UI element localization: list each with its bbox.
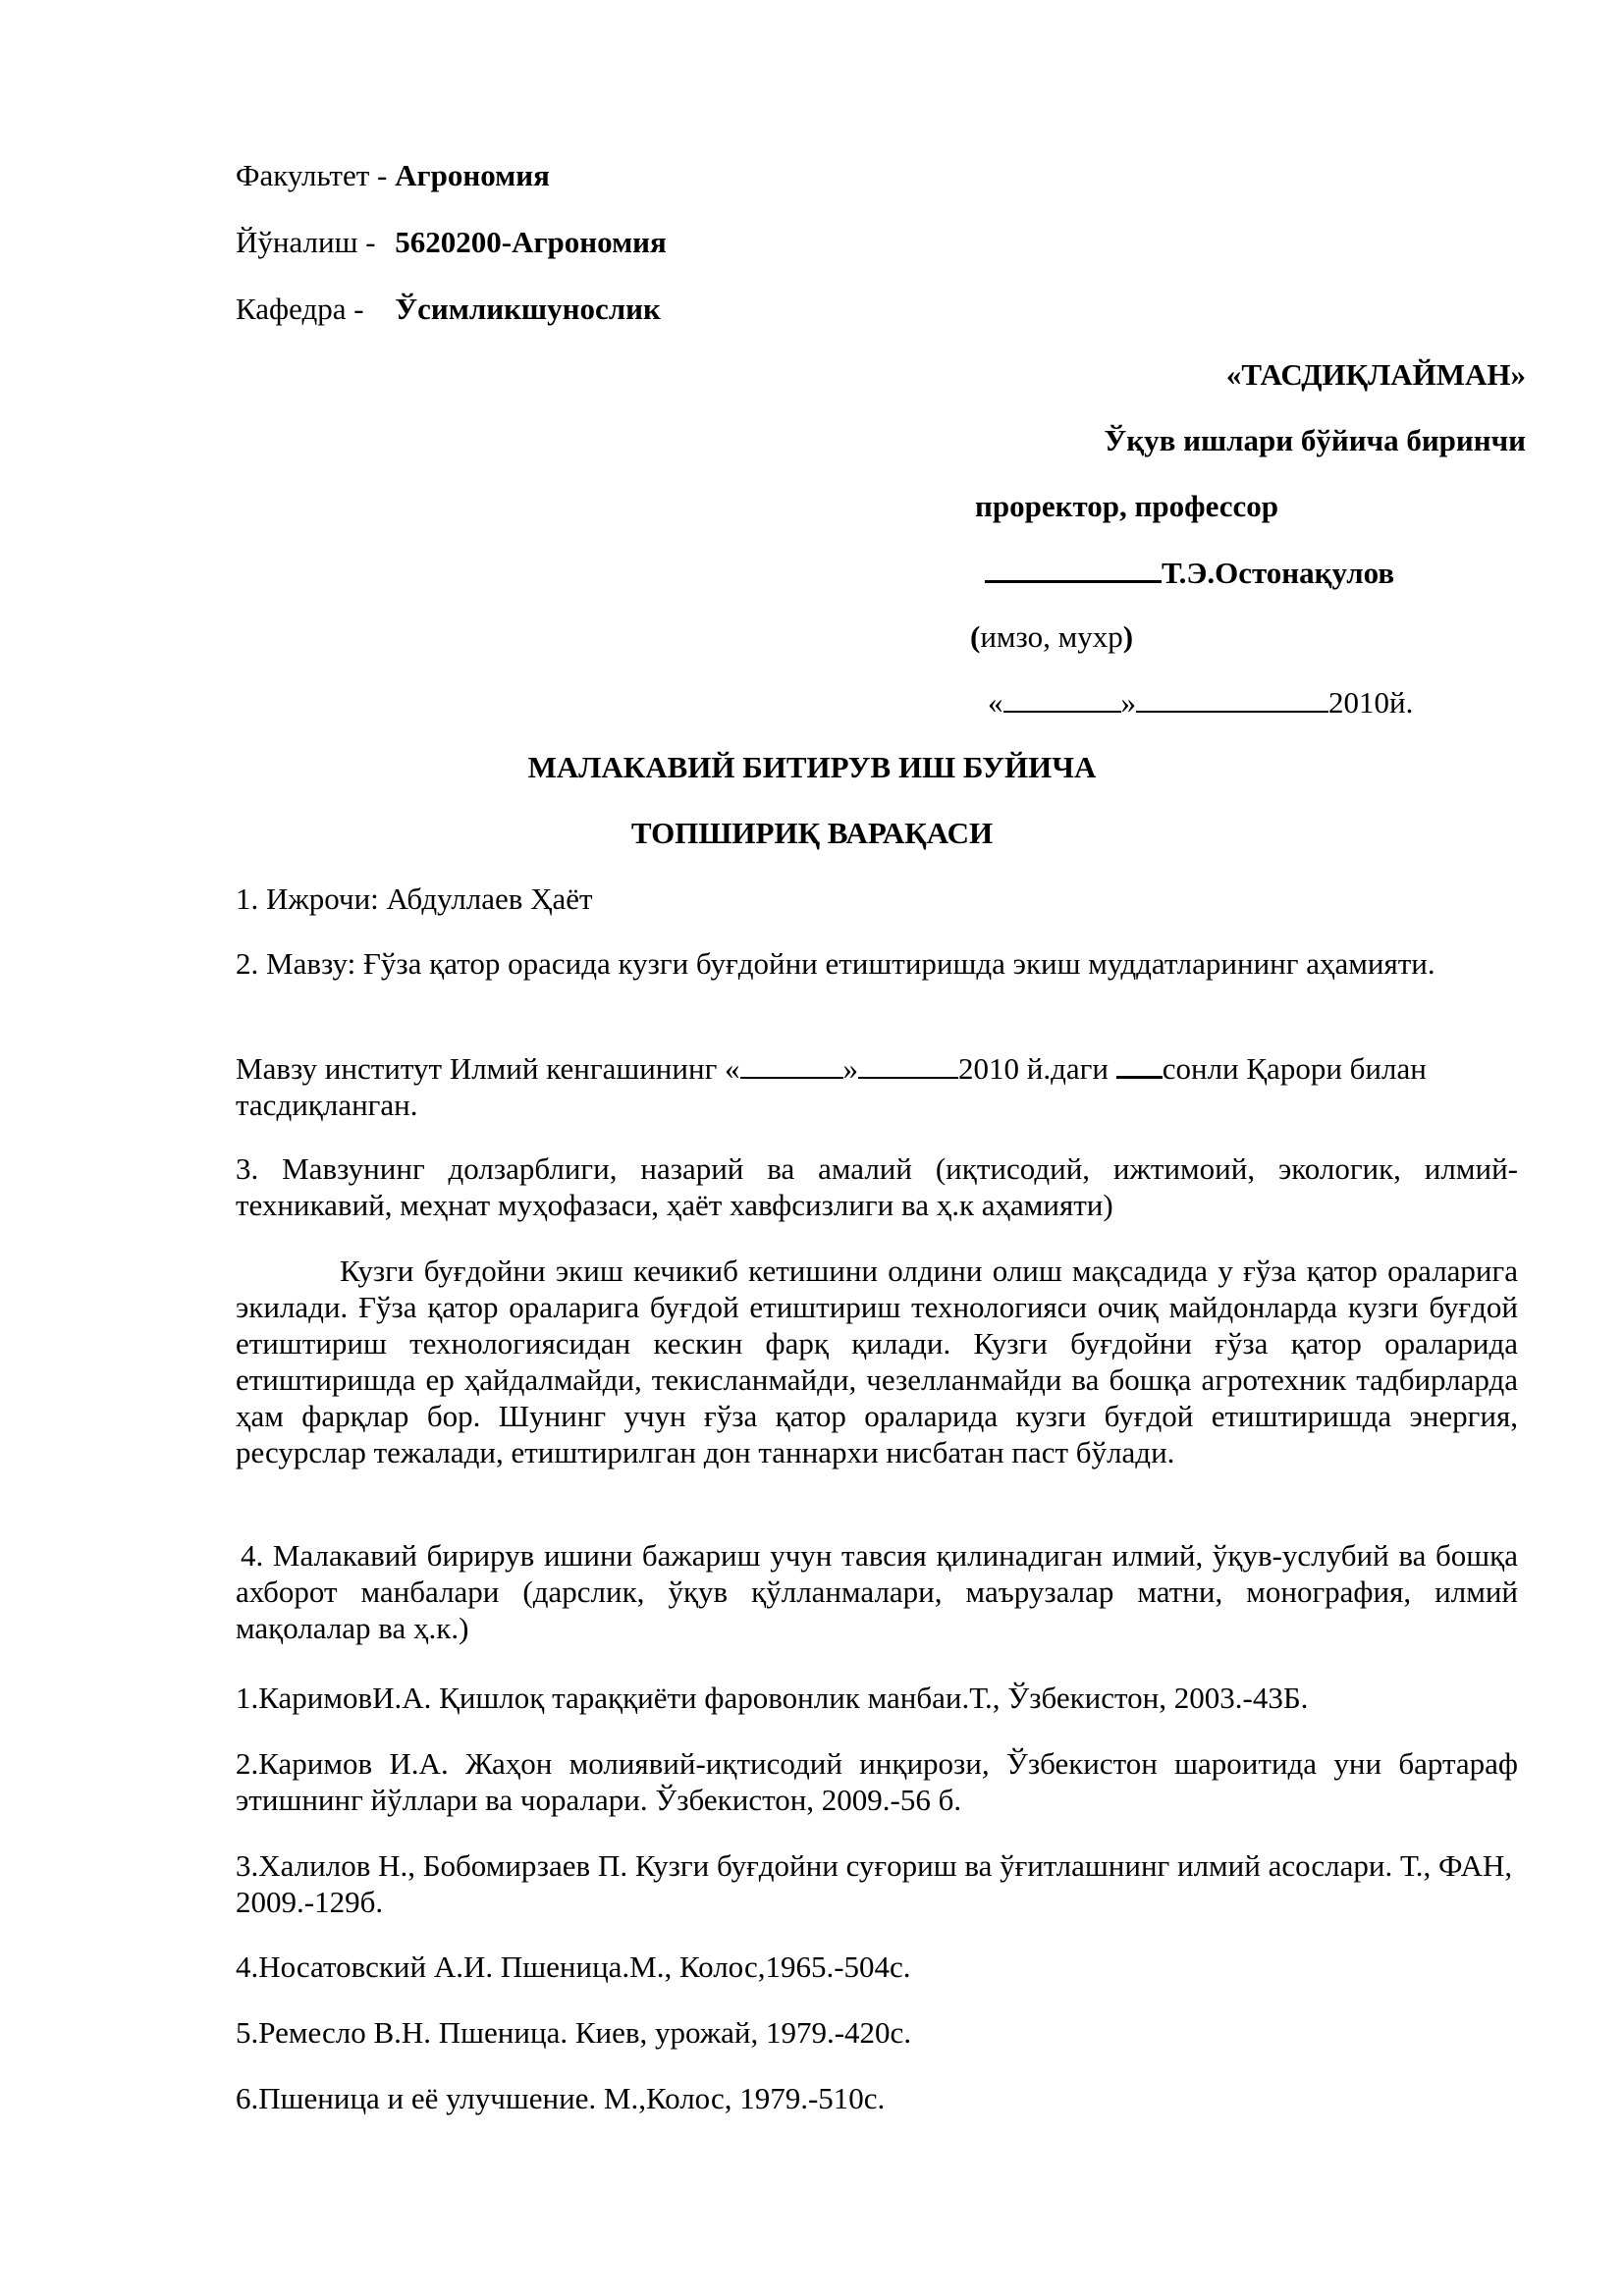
reference-item-3: 3.Халилов Н., Бобомирзаев П. Кузги буғдойни суғориш ва ўғитлашнинг илмий асослари. Т., ФАН, 2009.-129б. — [236, 1848, 1513, 1919]
approved-month-blank — [858, 1049, 958, 1079]
department-label: Кафедра - — [236, 292, 372, 326]
direction-value: 5620200-Агрономия — [395, 225, 667, 259]
direction-label: Йўналиш - — [236, 225, 384, 259]
relevance-heading: 3. Мавзунинг долзарблиги, назарий ва амалий (иқтисодий, ижтимоий, экологик, илмий-техникавий, меҳнат муҳофазаси, ҳаёт хавфсизлиги ва ҳ.к аҳамияти) — [236, 1151, 1518, 1222]
reference-item-5: 5.Ремесло В.Н. Пшеница. Киев, урожай, 1979.-420с. — [236, 2015, 912, 2050]
date-month-blank — [1136, 683, 1328, 713]
approval-title: «ТАСДИҚЛАЙМАН» — [1225, 357, 1526, 392]
date-day-blank — [1003, 683, 1121, 713]
approval-signer: Т.Э.Остонақулов — [1162, 556, 1395, 590]
faculty-label: Факультет - — [236, 158, 396, 192]
reference-item-6: 6.Пшеница и её улучшение. М.,Колос, 1979.-510с. — [236, 2081, 886, 2115]
direction-line — [236, 224, 667, 260]
relevance-text: Кузги буғдойни экиш кечикиб кетишини олдини олиш мақсадида у ғўза қатор ораларига экилади. Ғўза қатор ораларига буғдой етиштириш технологияси очиқ майдонларда кузги буғдой етиштириш технологиясидан кескин фарқ қилади. Кузги буғдойни ғўза қатор ораларида етиштиришда ер ҳайдалмайди, текисланмайди, чезелланмайди ва бошқа агротехник тадбирларда ҳам фарқлар бор. Шунинг учун ғўза қатор ораларида кузги буғдой етиштиришда энергия, ресурслар тежалади, етиштирилган дон таннархи нисбатан паст бўлади. — [236, 1254, 1518, 1469]
faculty-line — [236, 157, 550, 193]
approved-part1: Мавзу институт Илмий кенгашининг « — [236, 1051, 740, 1086]
topic-paragraph: 2. Мавзу: Ғўза қатор орасида кузги буғдойни етиштиришда экиш муддатларининг аҳамияти. — [236, 946, 1435, 981]
date-close-quote: » — [1120, 685, 1136, 720]
approved-part4: сонли Қарори билан тасдиқланган. — [236, 1051, 1427, 1122]
executor-line: 1. Ижрочи: Абдуллаев Ҳаёт — [236, 881, 593, 916]
approved-part3: 2010 й.даги — [958, 1051, 1116, 1086]
department-value: Ўсимликшунослик — [395, 292, 661, 326]
date-open-quote: « — [988, 685, 1003, 720]
sign-note-open: ( — [970, 619, 981, 654]
approval-date-line — [988, 683, 1413, 721]
date-year: 2010й. — [1328, 685, 1414, 720]
approval-line2: проректор, профессор — [975, 489, 1278, 523]
approved-paragraph — [236, 1048, 1518, 1123]
sign-note-text: имзо, мухр — [980, 619, 1123, 654]
document-title-line1: МАЛАКАВИЙ БИТИРУВ ИШ БУЙИЧА — [527, 750, 1097, 784]
approved-number-blank — [1116, 1048, 1163, 1079]
reference-item-1: 1.КаримовИ.А. Қишлоқ тараққиёти фаровонлик манбаи.Т., Ўзбекистон, 2003.-43Б. — [236, 1681, 1309, 1715]
approval-sign-note — [970, 618, 1133, 655]
approved-day-blank — [740, 1049, 843, 1079]
document-title-line2: ТОПШИРИҚ ВАРАҚАСИ — [630, 816, 994, 850]
reference-item-4: 4.Носатовский А.И. Пшеница.М., Колос,1965.-504с. — [236, 1949, 911, 1984]
approved-part2: » — [842, 1051, 859, 1086]
sources-heading: 4. Малакавий бирирув ишини бажариш учун тавсия қилинадиган илмий, ўқув-услубий ва бошқа ахборот манбалари (дарслик, ўқув қўлланмалари, маърузалар матни, монография, илмий мақолалар ва ҳ.к.) — [236, 1538, 1518, 1645]
approval-signer-line — [985, 553, 1394, 591]
faculty-value: Агрономия — [395, 158, 550, 192]
signature-blank — [985, 553, 1162, 583]
reference-item-2: 2.Каримов И.А. Жаҳон молиявий-иқтисодий инқирози, Ўзбекистон шароитида уни бартараф этишнинг йўллари ва чоралари. Ўзбекистон, 2009.-56 б. — [236, 1746, 1518, 1817]
approval-line1: Ўқув ишлари бўйича биринчи — [1104, 423, 1526, 457]
department-line — [236, 291, 661, 327]
sign-note-close: ) — [1122, 619, 1134, 654]
